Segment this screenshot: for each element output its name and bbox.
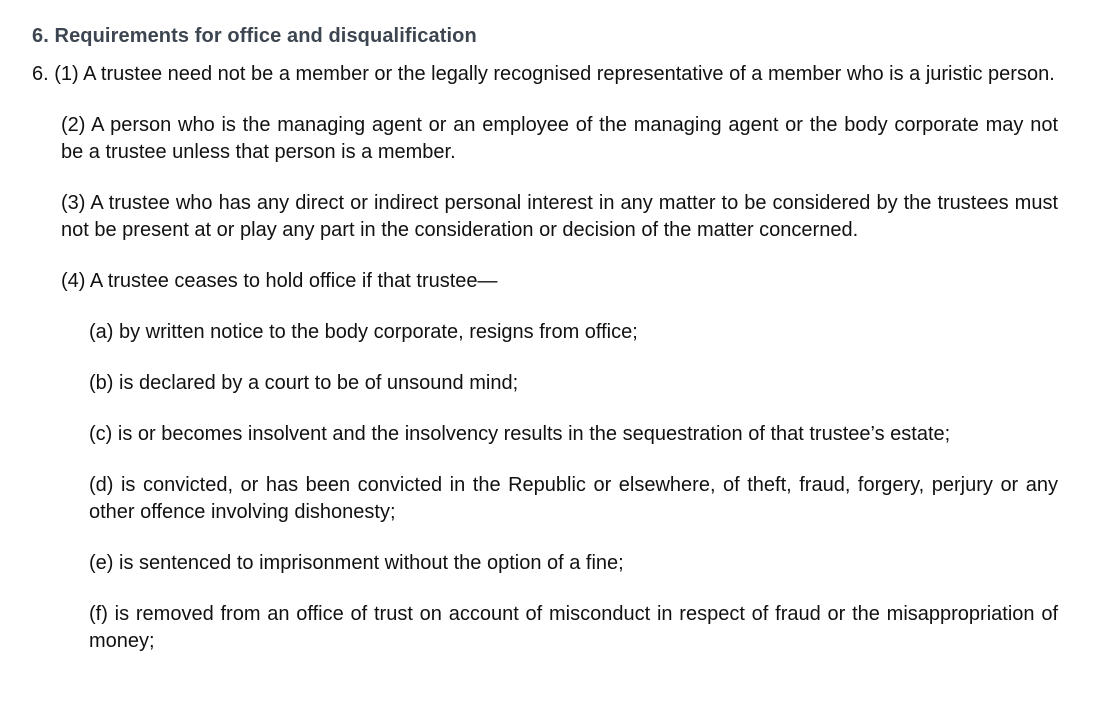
list-item-f: (f) is removed from an office of trust on account of misconduct in respect of fraud or the misappropriation of money; xyxy=(89,603,1058,652)
list-item-d: (d) is convicted, or has been convicted in the Republic or elsewhere, of theft, fraud, forgery, perjury or any other offence involving dishonesty; xyxy=(89,474,1058,523)
list-item-e: (e) is sentenced to imprisonment without the option of a fine; xyxy=(89,552,624,574)
paragraph-2: (2) A person who is the managing agent or an employee of the managing agent or the body corporate may not be a trustee unless that person is a member. xyxy=(61,114,1058,163)
paragraph-4: (4) A trustee ceases to hold office if that trustee— xyxy=(61,270,498,292)
list-item-a: (a) by written notice to the body corporate, resigns from office; xyxy=(89,321,638,343)
paragraph-3: (3) A trustee who has any direct or indirect personal interest in any matter to be considered by the trustees must not be present at or play any part in the consideration or decision of the matter concerned. xyxy=(61,192,1058,241)
paragraph-1: 6. (1) A trustee need not be a member or the legally recognised representative of a member who is a juristic person. xyxy=(32,63,1055,85)
list-item-b: (b) is declared by a court to be of unsound mind; xyxy=(89,372,519,394)
section-heading: 6. Requirements for office and disqualification xyxy=(32,25,477,47)
list-item-c: (c) is or becomes insolvent and the insolvency results in the sequestration of that trustee’s estate; xyxy=(89,423,951,445)
